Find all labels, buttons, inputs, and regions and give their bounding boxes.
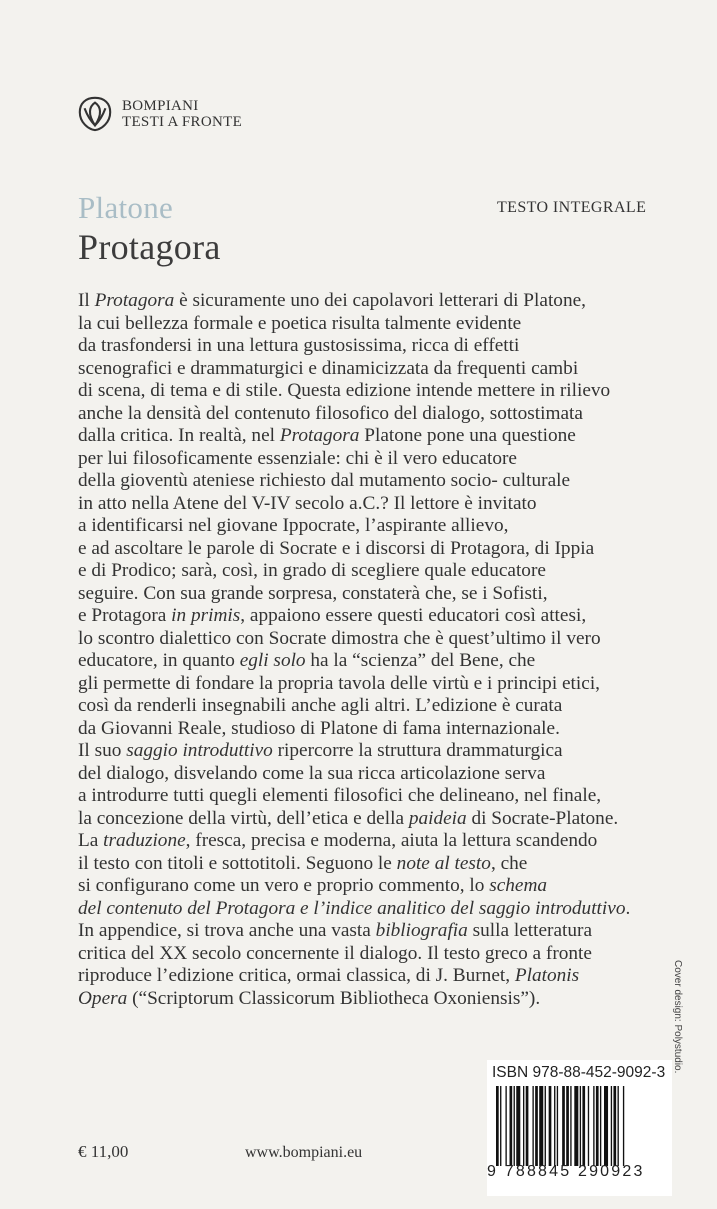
blurb-italic-text: bibliografia (375, 920, 468, 941)
blurb-line (78, 290, 688, 313)
blurb-text: , fresca, precisa e moderna, aiuta la lettura scandendo (185, 830, 598, 851)
cover-design-credit: Cover design: Polystudio. (672, 960, 683, 1074)
blurb-text: e di Prodico; sarà, così, in grado di scegliere quale educatore (78, 560, 546, 581)
blurb-text: e ad ascoltare le parole di Socrate e i discorsi di Protagora, di Ippia (78, 537, 595, 559)
blurb-line (78, 425, 688, 448)
blurb-text: di scena, di tema e di stile. Questa edizione intende mettere in rilievo (78, 380, 611, 401)
blurb-line (78, 380, 688, 403)
blurb-text: seguire. Con sua grande sorpresa, constaterà che, se i Sofisti, (78, 582, 548, 604)
blurb-line (78, 695, 688, 718)
blurb-line (78, 763, 688, 786)
blurb-text: gli permette di fondare la propria tavola delle virtù e i principi etici, (78, 672, 601, 694)
blurb-line (78, 560, 688, 583)
blurb-line (78, 650, 688, 673)
publisher-website[interactable]: www.bompiani.eu (245, 1144, 363, 1161)
blurb-line (78, 335, 688, 358)
blurb-text: dalla critica. In realtà, nel (78, 425, 280, 446)
blurb-line (78, 965, 688, 988)
blurb-text: In appendice, si trova anche una vasta (78, 920, 376, 941)
blurb-text: , che (490, 852, 528, 874)
publisher-name (122, 98, 242, 130)
barcode-number: 9 788845 290923 (487, 1163, 645, 1180)
blurb-line (78, 718, 688, 741)
blurb-line (78, 583, 688, 606)
blurb-line (78, 875, 688, 898)
blurb-italic-text: Platonis (514, 965, 580, 986)
blurb-italic-text: egli solo (239, 650, 306, 671)
publisher-logo (76, 95, 242, 133)
blurb-text: educatore, in quanto (78, 650, 240, 671)
blurb-line (78, 740, 688, 763)
blurb-text: anche la densità del contenuto filosofico del dialogo, sottostimata (78, 402, 583, 424)
blurb-text: da trasfondersi in una lettura gustosissima, ricca di effetti (78, 335, 520, 356)
blurb-line (78, 313, 688, 336)
bompiani-emblem-icon (76, 95, 114, 133)
blurb-italic-text: traduzione (103, 830, 186, 851)
blurb-italic-text: paideia (408, 807, 467, 829)
blurb-line (78, 853, 688, 876)
blurb-text: lo scontro dialettico con Socrate dimostra che è quest’ultimo il vero (78, 627, 601, 649)
price: € 11,00 (78, 1142, 129, 1161)
blurb-line (78, 673, 688, 696)
blurb-italic-text: in primis (171, 605, 241, 626)
blurb-text: Il suo (78, 740, 127, 761)
blurb-text: . (625, 897, 631, 919)
blurb-line (78, 898, 688, 921)
blurb-text: ha la “scienza” del Bene, che (305, 650, 536, 671)
blurb-line (78, 943, 688, 966)
edition-label: TESTO INTEGRALE (497, 199, 647, 216)
author-name: Platone (78, 190, 174, 225)
barcode-icon (496, 1086, 666, 1166)
blurb-text: Platone pone una questione (359, 425, 576, 446)
back-cover-blurb (78, 290, 688, 1010)
blurb-text: critica del XX secolo concernente il dialogo. Il testo greco a fronte (78, 942, 592, 964)
blurb-text: (“Scriptorum Classicorum Bibliotheca Oxoniensis”). (127, 987, 541, 1009)
blurb-line (78, 920, 688, 943)
blurb-text: così da renderli insegnabili anche agli altri. L’edizione è curata (78, 695, 563, 716)
blurb-text: della gioventù ateniese richiesto dal mutamento socio- culturale (78, 470, 571, 491)
isbn-label: ISBN 978-88-452-9092-3 (492, 1064, 666, 1081)
blurb-text: la cui bellezza formale e poetica risulta talmente evidente (78, 312, 522, 334)
blurb-text: di Socrate-Platone. (466, 807, 619, 829)
blurb-text: riproduce l’edizione critica, ormai classica, di J. Burnet, (78, 965, 515, 986)
blurb-line (78, 628, 688, 651)
blurb-text: La (78, 830, 104, 851)
barcode-panel (487, 1060, 672, 1196)
blurb-line (78, 515, 688, 538)
blurb-text: sulla letteratura (467, 920, 593, 941)
blurb-line (78, 808, 688, 831)
publisher-line-1: BOMPIANI (122, 98, 199, 114)
book-title: Protagora (78, 227, 221, 267)
blurb-text: è sicuramente uno dei capolavori letterari di Platone, (174, 290, 586, 311)
blurb-line (78, 830, 688, 853)
blurb-text: e Protagora (78, 605, 172, 626)
blurb-text: ripercorre la struttura drammaturgica (272, 740, 563, 761)
blurb-text: la concezione della virtù, dell’etica e della (78, 807, 409, 829)
blurb-text: Il (78, 290, 95, 311)
blurb-text: il testo con titoli e sottotitoli. Seguono le (78, 852, 397, 874)
blurb-line (78, 470, 688, 493)
blurb-italic-text: Opera (78, 987, 128, 1009)
blurb-italic-text: note al testo (396, 852, 491, 874)
blurb-text: a identificarsi nel giovane Ippocrate, l’aspirante allievo, (78, 515, 509, 536)
blurb-line (78, 493, 688, 516)
blurb-line (78, 785, 688, 808)
blurb-text: del dialogo, disvelando come la sua ricca articolazione serva (78, 762, 546, 784)
blurb-italic-text: schema (489, 875, 548, 896)
blurb-line (78, 538, 688, 561)
blurb-text: a introdurre tutti quegli elementi filosofici che delineano, nel finale, (78, 785, 602, 806)
blurb-text: si configurano come un vero e proprio commento, lo (78, 875, 490, 896)
blurb-line (78, 448, 688, 471)
blurb-text: in atto nella Atene del V-IV secolo a.C.? Il lettore è invitato (78, 492, 537, 514)
blurb-italic-text: Protagora (94, 290, 175, 311)
blurb-italic-text: del contenuto del Protagora e l’indice analitico del saggio introduttivo (78, 897, 626, 919)
blurb-line (78, 403, 688, 426)
blurb-italic-text: Protagora (279, 425, 360, 446)
blurb-line (78, 358, 688, 381)
blurb-italic-text: saggio introduttivo (126, 740, 273, 761)
blurb-text: per lui filosoficamente essenziale: chi è il vero educatore (78, 447, 517, 469)
blurb-line (78, 988, 688, 1011)
blurb-text: scenografici e drammaturgici e dinamicizzata da frequenti cambi (78, 357, 579, 379)
publisher-line-2: TESTI A FRONTE (122, 114, 243, 130)
blurb-text: da Giovanni Reale, studioso di Platone di fama internazionale. (78, 717, 560, 739)
blurb-line (78, 605, 688, 628)
blurb-text: , appaiono essere questi educatori così attesi, (240, 605, 587, 626)
